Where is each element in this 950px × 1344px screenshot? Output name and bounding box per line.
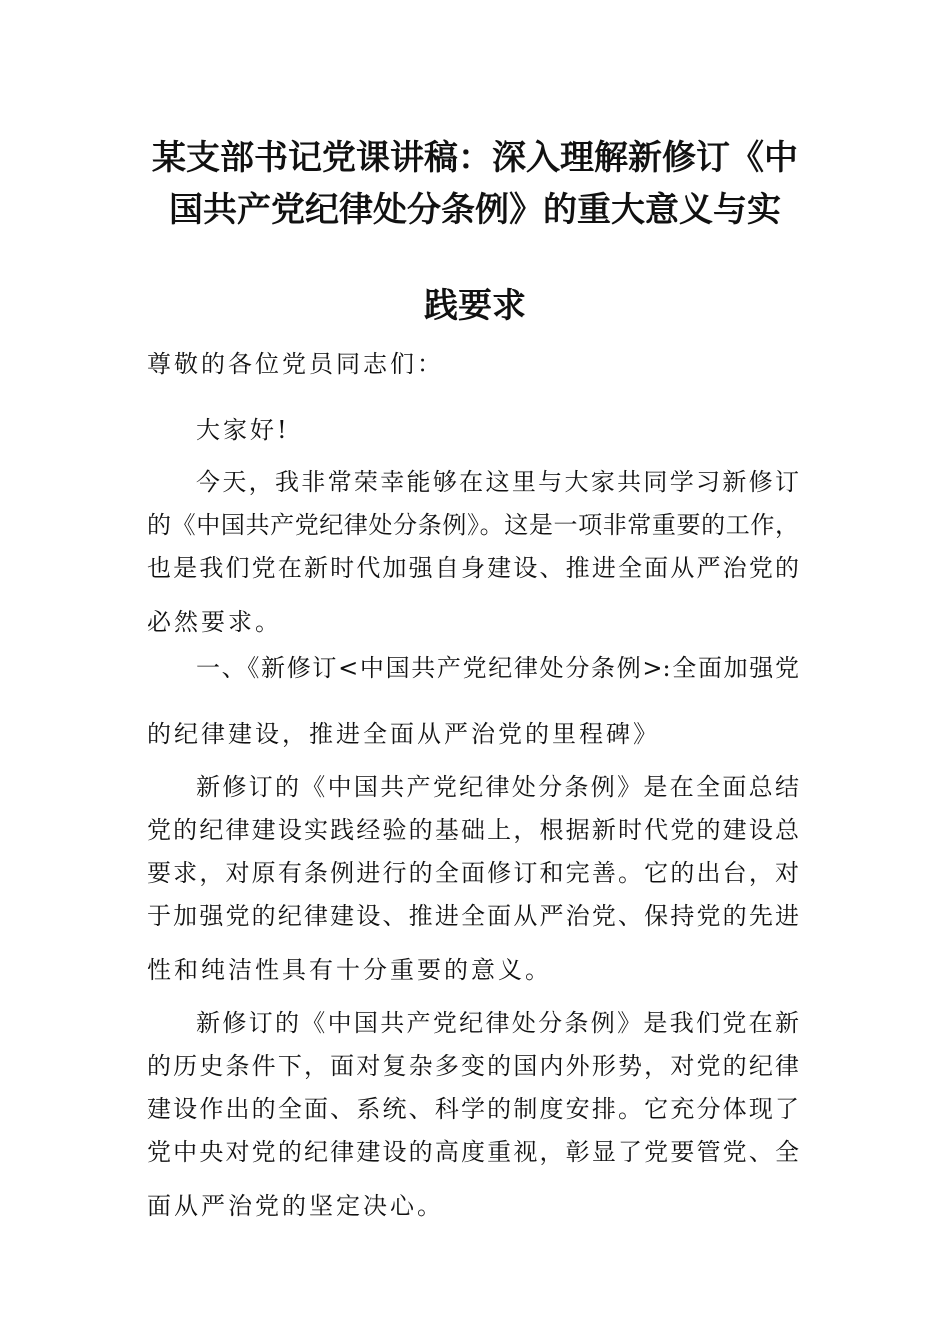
section-heading-line-1: 一、《新修订<中国共产党纪律处分条例>:全面加强党 — [196, 654, 799, 682]
document-title-line-3: 践要求 — [424, 286, 526, 326]
document-title-line-1: 某支部书记党课讲稿：深入理解新修订《中 — [152, 138, 798, 178]
hello-text: 大家好! — [196, 416, 290, 444]
paragraph-3-line-1: 新修订的《中国共产党纪律处分条例》是我们党在新 — [196, 1009, 799, 1037]
paragraph-1-line-1: 今天，我非常荣幸能够在这里与大家共同学习新修订 — [196, 468, 799, 496]
paragraph-1-line-4: 必然要求。 — [147, 608, 282, 636]
greeting-text: 尊敬的各位党员同志们： — [147, 350, 444, 378]
paragraph-2-line-5: 性和纯洁性具有十分重要的意义。 — [147, 956, 552, 984]
paragraph-2-line-1: 新修订的《中国共产党纪律处分条例》是在全面总结 — [196, 773, 799, 801]
paragraph-3-line-3: 建设作出的全面、系统、科学的制度安排。它充分体现了 — [147, 1095, 799, 1123]
paragraph-2-line-4: 于加强党的纪律建设、推进全面从严治党、保持党的先进 — [147, 902, 799, 930]
paragraph-3-line-2: 的历史条件下，面对复杂多变的国内外形势，对党的纪律 — [147, 1052, 799, 1080]
paragraph-1-line-3: 也是我们党在新时代加强自身建设、推进全面从严治党的 — [147, 554, 799, 582]
paragraph-2-line-3: 要求，对原有条例进行的全面修订和完善。它的出台，对 — [147, 859, 799, 887]
paragraph-3-line-5: 面从严治党的坚定决心。 — [147, 1192, 444, 1220]
paragraph-3-line-4: 党中央对党的纪律建设的高度重视，彰显了党要管党、全 — [147, 1138, 799, 1166]
paragraph-2-line-2: 党的纪律建设实践经验的基础上，根据新时代党的建设总 — [147, 816, 799, 844]
paragraph-1-line-2: 的《中国共产党纪律处分条例》。这是一项非常重要的工作， — [147, 511, 799, 539]
document-title-line-2: 国共产党纪律处分条例》的重大意义与实 — [169, 190, 781, 230]
section-heading-line-2: 的纪律建设，推进全面从严治党的里程碑》 — [147, 720, 660, 748]
